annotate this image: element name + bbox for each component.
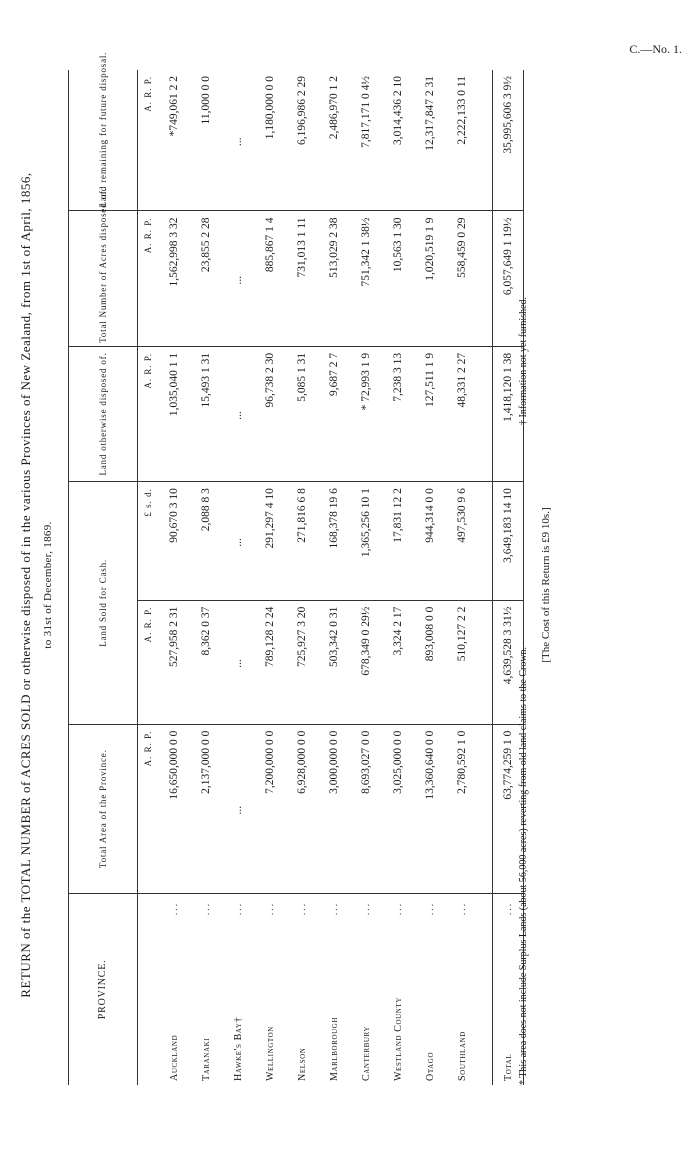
cell-sold: 725,927 3 20 — [286, 600, 318, 724]
cell-disposed: 23,855 2 28 — [190, 211, 222, 346]
document-title: RETURN of the TOTAL NUMBER of ACRES SOLD or otherwise disposed of in the various Provinces of New Zealand, from 1st of April, 1856, — [18, 172, 33, 998]
cell-remaining: 2,486,970 1 2 — [318, 70, 350, 211]
cell-otherwise: ... — [222, 346, 254, 481]
cell-remaining: 1,180,000 0 0 — [254, 70, 286, 211]
cell-disposed: ... — [222, 211, 254, 346]
document-subtitle: to 31st of December, 1869. — [42, 521, 54, 649]
cell-sold: 789,128 2 24 — [254, 600, 286, 724]
header-total-area: Total Area of the Province. — [69, 724, 138, 893]
total-remaining-cell: 35,995,606 3 9½ — [493, 70, 524, 211]
units-money: £ s. d. — [138, 482, 159, 600]
table-row — [318, 70, 350, 1085]
footnote-cost: [The Cost of this Return is £9 10s.] — [540, 507, 552, 663]
cell-remaining: 7,817,171 0 4½ — [350, 70, 382, 211]
header-row — [69, 70, 138, 1085]
table-row — [350, 70, 382, 1085]
province-name: Nelson ... — [296, 901, 308, 1081]
cell-sold: 503,342 0 31 — [318, 600, 350, 724]
cell-disposed: 885,867 1 4 — [254, 211, 286, 346]
cell-disposed: 731,013 1 11 — [286, 211, 318, 346]
total-otherwise-cell: 1,418,120 1 38 — [493, 346, 524, 481]
table-row — [446, 70, 478, 1085]
cell-otherwise: 7,238 3 13 — [382, 346, 414, 481]
table-row — [414, 70, 446, 1085]
cell-remaining: *749,061 2 2 — [158, 70, 190, 211]
cell-total-area: 8,693,027 0 0 — [350, 724, 382, 893]
cell-otherwise: 1,035,040 1 1 — [158, 346, 190, 481]
cell-remaining: ... — [222, 70, 254, 211]
rotated-page — [18, 15, 678, 1125]
table-row — [158, 70, 190, 1085]
cell-remaining: 3,014,436 2 10 — [382, 70, 414, 211]
header-land-otherwise: Land otherwise disposed of. — [69, 346, 138, 481]
units-row — [138, 70, 159, 1085]
units-arp: A. R. P. — [138, 211, 159, 346]
cell-cash: 168,378 19 6 — [318, 482, 350, 600]
cell-remaining: 6,196,986 2 29 — [286, 70, 318, 211]
cell-total-area: 2,780,592 1 0 — [446, 724, 478, 893]
cell-sold: 8,362 0 37 — [190, 600, 222, 724]
cell-disposed: 10,563 1 30 — [382, 211, 414, 346]
province-name: Auckland ... — [168, 901, 180, 1081]
header-province: PROVINCE. — [69, 893, 138, 1085]
footnote-dagger: † Information not yet furnished. — [518, 296, 529, 425]
table-row — [222, 70, 254, 1085]
cell-cash: 271,816 6 8 — [286, 482, 318, 600]
cell-sold: 510,127 2 2 — [446, 600, 478, 724]
units-arp: A. R. P. — [138, 70, 159, 211]
table-row — [382, 70, 414, 1085]
cell-cash: 90,670 3 10 — [158, 482, 190, 600]
cell-total-area: 16,650,000 0 0 — [158, 724, 190, 893]
province-name: Taranaki ... — [200, 901, 212, 1081]
cell-total-area: 3,000,000 0 0 — [318, 724, 350, 893]
cell-otherwise: 5,085 1 31 — [286, 346, 318, 481]
cell-sold: 527,958 2 31 — [158, 600, 190, 724]
cell-total-area: 7,200,000 0 0 — [254, 724, 286, 893]
cell-sold: ... — [222, 600, 254, 724]
province-name: Wellington ... — [264, 901, 276, 1081]
cell-disposed: 1,020,519 1 9 — [414, 211, 446, 346]
footnote-asterisk: * This area does not include Surplus Lands (about 56,000 acres) reverting from old land claims to the Crown. — [518, 646, 529, 1085]
spacer-row — [478, 70, 493, 1085]
footnote-line — [518, 85, 529, 1085]
cell-total-area: 13,360,640 0 0 — [414, 724, 446, 893]
cell-otherwise: 127,511 1 9 — [414, 346, 446, 481]
cell-cash: 944,314 0 0 — [414, 482, 446, 600]
cell-otherwise: 15,493 1 31 — [190, 346, 222, 481]
cell-disposed: 558,459 0 29 — [446, 211, 478, 346]
province-name: Hawke's Bay† ... — [232, 901, 244, 1081]
cell-otherwise: 96,738 2 30 — [254, 346, 286, 481]
cell-total-area: 3,025,000 0 0 — [382, 724, 414, 893]
units-arp: A. R. P. — [138, 724, 159, 893]
cell-remaining: 11,000 0 0 — [190, 70, 222, 211]
province-name: Marlborough ... — [328, 901, 340, 1081]
province-name: Otago ... — [424, 901, 436, 1081]
total-area-cell: 63,774,259 1 0 — [493, 724, 524, 893]
province-name: Southland ... — [456, 901, 468, 1081]
table-row — [286, 70, 318, 1085]
cell-disposed: 1,562,998 3 32 — [158, 211, 190, 346]
cell-cash: 497,530 9 6 — [446, 482, 478, 600]
header-land-sold: Land Sold for Cash. — [69, 482, 138, 724]
total-sold-cell: 4,639,528 3 31½ — [493, 600, 524, 724]
cell-disposed: 751,342 1 38½ — [350, 211, 382, 346]
document-reference: C.—No. 1. — [629, 42, 682, 56]
cell-total-area: ... — [222, 724, 254, 893]
cell-cash: 2,088 8 3 — [190, 482, 222, 600]
units-blank — [138, 893, 159, 1085]
cell-cash: 1,365,256 10 1 — [350, 482, 382, 600]
cell-cash: 17,831 12 2 — [382, 482, 414, 600]
cell-remaining: 2,222,133 0 11 — [446, 70, 478, 211]
cell-sold: 678,349 0 29½ — [350, 600, 382, 724]
cell-otherwise: * 72,993 1 9 — [350, 346, 382, 481]
cell-total-area: 2,137,000 0 0 — [190, 724, 222, 893]
total-cash-cell: 3,649,183 14 10 — [493, 482, 524, 600]
units-arp: A. R. P. — [138, 346, 159, 481]
cell-disposed: 513,029 2 38 — [318, 211, 350, 346]
cell-cash: ... — [222, 482, 254, 600]
header-total-disposed: Total Number of Acres disposed of. — [69, 211, 138, 346]
table-row — [254, 70, 286, 1085]
cell-otherwise: 48,331 2 27 — [446, 346, 478, 481]
return-table — [68, 51, 524, 1085]
total-label: Total ... — [493, 893, 524, 1085]
cell-total-area: 6,928,000 0 0 — [286, 724, 318, 893]
province-name: Westland County ... — [392, 901, 404, 1081]
table-row — [190, 70, 222, 1085]
cell-cash: 291,297 4 10 — [254, 482, 286, 600]
cell-sold: 3,324 2 17 — [382, 600, 414, 724]
cell-sold: 893,008 0 0 — [414, 600, 446, 724]
total-disposed-cell: 6,057,649 1 19½ — [493, 211, 524, 346]
cell-otherwise: 9,687 2 7 — [318, 346, 350, 481]
province-name: Canterbury ... — [360, 901, 372, 1081]
header-remaining: Land remaining for future disposal. — [69, 70, 138, 211]
units-arp: A. R. P. — [138, 600, 159, 724]
cell-remaining: 12,317,847 2 31 — [414, 70, 446, 211]
